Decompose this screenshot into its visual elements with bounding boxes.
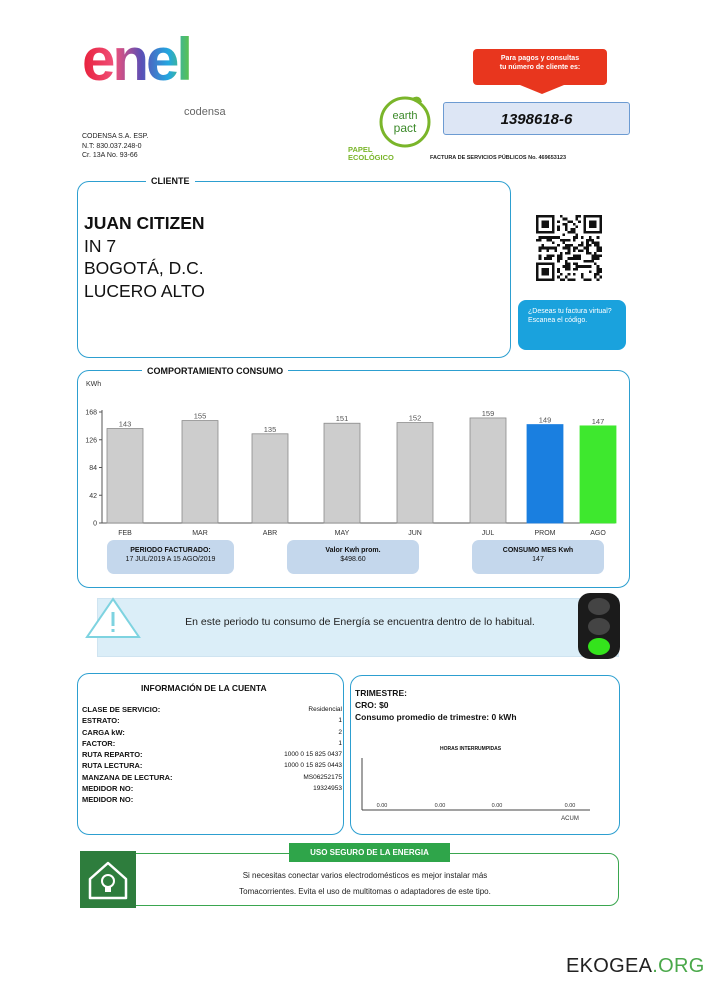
chart-ylabel: KWh [86,381,102,388]
traffic-light-bottom [588,638,610,655]
bar [397,423,433,523]
bar-value-label: 152 [408,413,422,423]
traffic-light-icon [578,593,620,659]
cuenta-row-key: MANZANA DE LECTURA: [82,772,173,782]
cuenta-row-key: RUTA REPARTO: [82,750,143,760]
cuenta-rows [82,704,342,806]
cuenta-row-value: Residencial [308,706,342,713]
cuenta-row-key: MEDIDOR NO: [82,795,134,805]
bar [107,429,143,523]
cuenta-row-key: CLASE DE SERVICIO: [82,705,161,714]
client-name: JUAN CITIZEN [84,213,205,233]
enel-logo: enel [82,26,191,93]
client-line-2: IN 7 [84,235,117,256]
bar [580,426,616,523]
cuenta-row-value: 1000 0 15 825 0437 [284,751,342,759]
cuenta-row [82,738,342,749]
bar [470,418,506,523]
mini-acum-label: ACUM [561,816,579,822]
consumo-mes-label: CONSUMO MES Kwh [502,547,574,554]
periodo-label: PERIODO FACTURADO: [130,547,211,554]
company-info [82,132,148,161]
trimestre-cro: CRO: $0 [355,700,389,710]
pay-banner [473,49,607,85]
cuenta-row [82,760,342,771]
traffic-light-middle [588,618,610,635]
trimestre-info [355,687,517,723]
earth-pact-logo [378,94,432,148]
qr-note: ¿Deseas tu factura virtual? Escanea el código. [518,300,626,350]
ekogea-main: EKOGEA [566,955,653,977]
x-tick-label: ABR [262,530,278,537]
periodo-value: 17 JUL/2019 A 15 AGO/2019 [125,556,216,563]
cuenta-row [82,749,342,760]
bar [182,421,218,523]
papel-line-2: ECOLÓGICO [348,153,394,162]
cuenta-row [82,704,342,715]
cuenta-row-key: MEDIDOR NO: [82,784,134,794]
consumption-message: En este periodo tu consumo de Energía se encuentra dentro de lo habitual. [185,616,535,628]
bar-value-label: 159 [481,408,495,418]
ekogea-suffix: .ORG [652,955,705,977]
x-tick-label: MAY [334,530,350,537]
cuenta-row [82,727,342,738]
consumo-mes-pill [472,540,604,574]
qr-code-icon[interactable] [536,215,602,281]
consumo-mes-value: 147 [532,556,544,563]
bar [324,423,360,523]
cuenta-row [82,783,342,794]
bar-value-label: 149 [538,415,552,425]
ekogea-watermark [566,955,705,978]
valor-kwh-value: $498.60 [340,556,366,563]
y-tick-label: 42 [89,492,97,500]
mini-value-label: 0.00 [376,803,388,809]
mini-value-label: 0.00 [564,803,576,809]
uso-seguro-title: USO SEGURO DE LA ENERGIA [289,843,450,862]
pay-banner-arrow [520,85,564,94]
y-tick-label: 84 [89,465,97,472]
bar-value-label: 135 [263,424,277,434]
trimestre-title: TRIMESTRE: [355,688,407,698]
papel-line-1: PAPEL [348,145,373,154]
client-line-4: LUCERO ALTO [84,280,205,301]
client-line-3: BOGOTÁ, D.C. [84,258,204,278]
earth-logo-word1: earth [392,110,418,122]
cuenta-row-key: RUTA LECTURA: [82,761,143,771]
bar-value-label: 151 [335,414,349,424]
cliente-title: CLIENTE [146,176,195,186]
y-tick-label: 0 [93,520,97,528]
cuenta-row-value: MS06252175 [303,773,342,781]
uso-line-2: Tomacorrientes. Evita el uso de multitomas o adaptadores de este tipo. [239,887,491,896]
mini-value-label: 0.00 [491,803,503,809]
cuenta-row-key: CARGA kW: [82,727,125,737]
x-tick-label: JUN [408,530,422,537]
cuenta-row [82,715,342,726]
cuenta-row-value: 1000 0 15 825 0443 [284,762,342,770]
client-address [84,212,205,302]
company-line-2: N.T: 830.037.248-0 [82,142,142,150]
x-tick-label: JUL [481,530,495,537]
bar [527,425,563,523]
cuenta-row-value: 1 [338,739,342,747]
cuenta-row [82,772,342,783]
trimestre-promedio: Consumo promedio de trimestre: 0 kWh [355,712,517,722]
valor-kwh-pill [287,540,419,574]
bar-value-label: 155 [193,411,207,421]
factura-number: FACTURA DE SERVICIOS PÚBLICOS No. 469653123 [430,155,567,161]
x-tick-label: PROM [534,530,556,537]
cuenta-row [82,794,342,805]
earth-logo-word2: pact [393,121,417,135]
codensa-label: codensa [184,106,226,118]
company-line-3: Cr. 13A No. 93-66 [82,152,138,159]
warning-triangle-icon [84,596,142,640]
cuenta-row-value: 19324953 [313,785,342,793]
pay-banner-line-2: tu número de cliente es: [499,64,581,71]
house-bulb-icon [80,851,136,908]
x-tick-label: AGO [590,530,606,537]
cuenta-row-value: 2 [338,728,342,736]
y-tick-label: 126 [85,437,97,445]
valor-kwh-label: Valor Kwh prom. [325,547,381,554]
cuenta-row-key: FACTOR: [82,738,116,748]
bar-value-label: 143 [118,419,132,429]
periodo-pill [107,540,234,574]
traffic-light-top [588,598,610,615]
consumo-chart [80,395,620,540]
uso-line-1: Si necesitas conectar varios electrodomésticos es mejor instalar más [242,871,488,880]
pay-banner-line-1: Para pagos y consultas [500,55,580,62]
mini-chart-title: HORAS INTERRUMPIDAS [440,746,502,752]
uso-seguro-text [180,868,550,900]
bar [252,434,288,523]
cuenta-row-key: ESTRATO: [82,716,120,726]
consumo-title: COMPORTAMIENTO CONSUMO [142,366,288,376]
cuenta-row-value: 1 [338,717,342,725]
client-number: 1398618-6 [443,102,630,135]
bar-value-label: 147 [591,416,605,426]
x-tick-label: FEB [118,530,132,537]
y-tick-label: 168 [85,409,97,417]
mini-chart [352,750,597,830]
mini-value-label: 0.00 [434,803,446,809]
papel-ecologico [348,146,394,162]
company-line-1: CODENSA S.A. ESP. [82,133,149,140]
cuenta-title: INFORMACIÓN DE LA CUENTA [141,683,267,693]
x-tick-label: MAR [192,530,208,537]
